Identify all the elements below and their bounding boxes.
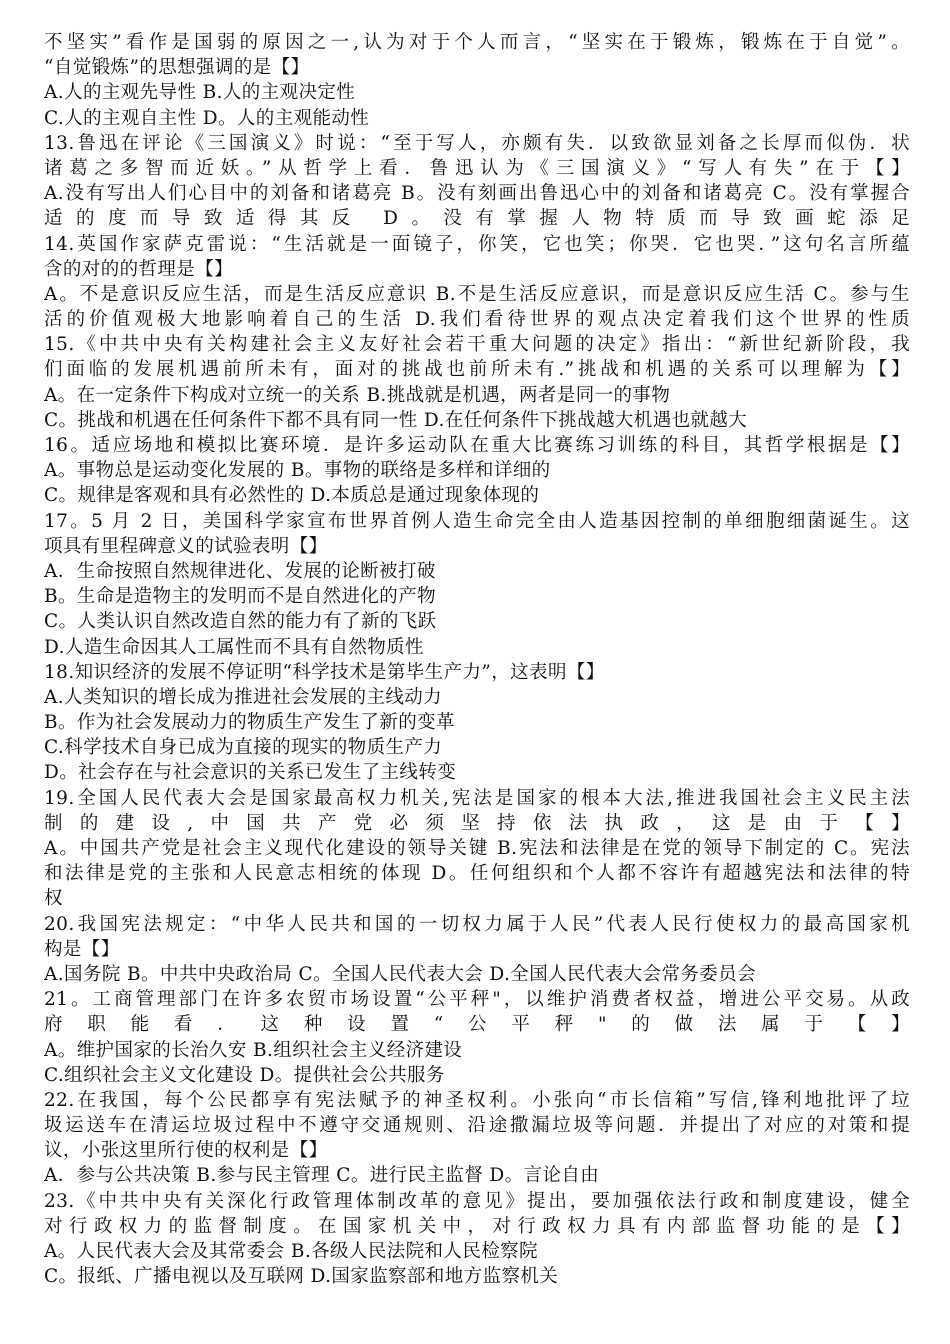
text-line: A。维护国家的长治久安 B.组织社会主义经济建设 <box>44 1039 463 1061</box>
text-line: “自觉锻炼”的思想强调的是【】 <box>44 57 310 79</box>
text-line: C。人类认识自然改造自然的能力有了新的飞跃 <box>44 611 437 633</box>
text-line: C.科学技术自身已成为直接的现实的物质生产力 <box>44 737 443 759</box>
text-line: 构是【】 <box>44 938 120 960</box>
text-line: 18.知识经济的发展不停证明“科学技术是第毕生产力”，这表明【】 <box>44 661 605 683</box>
text-line: 权 <box>44 888 63 910</box>
text-line: 含的对的的哲理是【】 <box>44 258 234 280</box>
text-line: 和法律是党的主张和人民意志相统的体现 D。任何组织和个人都不容许有超越宪法和法律的特 <box>44 863 910 885</box>
text-line: 不坚实”看作是国弱的原因之一,认为对于个人而言，“坚实在于锻炼，锻炼在于自觉”。 <box>44 32 910 53</box>
text-line: 13.鲁迅在评论《三国演义》时说：“至于写人，亦颇有失．以致欲显刘备之长厚而似伪．状 <box>44 132 910 154</box>
text-line: C.组织社会主义文化建设 D。提供社会公共服务 <box>44 1064 445 1086</box>
text-line: A。人民代表大会及其常委会 B.各级人民法院和人民检察院 <box>44 1241 538 1262</box>
text-line: A。在一定条件下构成对立统一的关系 B.挑战就是机遇，两者是同一的事物 <box>44 384 671 406</box>
text-line: 17。5 月 2 日，美国科学家宣布世界首例人造生命完全由人造基因控制的单细胞细菌诞生。这 <box>44 510 910 532</box>
text-line: 20.我国宪法规定：“中华人民共和国的一切权力属于人民”代表人民行使权力的最高国家机 <box>44 913 910 935</box>
text-line: D.人造生命因其人工属性而不具有自然物质性 <box>44 636 424 658</box>
text-line: 府职能看．这种设置“公平秤"的做法属于【】 <box>44 1014 910 1036</box>
text-line: 诸葛之多智而近妖。”从哲学上看．鲁迅认为《三国演义》“写人有失”在于【】 <box>44 157 910 179</box>
text-line: 22.在我国，每个公民都享有宪法赋予的神圣权利。小张向“市长信箱”写信,锋利地批评了垃 <box>44 1089 910 1111</box>
text-line: 19.全国人民代表大会是国家最高权力机关,宪法是国家的根本大法,推进我国社会主义民主法 <box>44 787 910 809</box>
text-line: 议，小张这里所行使的权利是【】 <box>44 1140 328 1162</box>
text-line: 23.《中共中央有关深化行政管理体制改革的意见》提出，要加强依法行政和制度建设，健全 <box>44 1190 910 1212</box>
text-line: 14.英国作家萨克雷说：“生活就是一面镜子，你笑，它也笑；你哭．它也哭．”这句名言所蕴 <box>44 233 910 255</box>
text-line: A.人类知识的增长成为推进社会发展的主线动力 <box>44 686 443 708</box>
text-line: A.国务院 B。中共中央政治局 C。全国人民代表大会 D.全国人民代表大会常务委员会 <box>44 963 756 985</box>
text-line: 圾运送车在清运垃圾过程中不遵守交通规则、沿途撒漏垃圾等问题．并提出了对应的对策和提 <box>44 1115 910 1137</box>
text-line: 们面临的发展机遇前所未有，面对的挑战也前所未有.”挑战和机遇的关系可以理解为【】 <box>44 359 910 381</box>
text-line: 适的度而导致适得其反 D。没有掌握人物特质而导致画蛇添足 <box>44 208 910 230</box>
text-line: B。作为社会发展动力的物质生产发生了新的变革 <box>44 712 455 734</box>
text-line: 活的价值观极大地影响着自己的生活 D.我们看待世界的观点决定着我们这个世界的性质 <box>44 309 910 331</box>
text-line: 对行政权力的监督制度。在国家机关中，对行政权力具有内部监督功能的是【】 <box>44 1215 910 1237</box>
text-line: 制的建设,中国共产党必须坚持依法执政，这是由于【】 <box>44 812 910 834</box>
text-line: A．参与公共决策 B.参与民主管理 C。进行民主监督 D。言论自由 <box>44 1165 600 1187</box>
text-line: C。规律是客观和具有必然性的 D.本质总是通过现象体现的 <box>44 485 540 507</box>
document-body <box>44 30 910 1289</box>
text-line: A.人的主观先导性 B.人的主观决定性 <box>44 82 356 104</box>
text-line: C。报纸、广播电视以及互联网 D.国家监察部和地方监察机关 <box>44 1266 559 1288</box>
text-line: 15.《中共中央有关构建社会主义友好社会若干重大问题的决定》指出：“新世纪新阶段，我 <box>44 334 910 356</box>
text-line: 16。适应场地和模拟比赛环境．是许多运动队在重大比赛练习训练的科目，其哲学根据是【】 <box>44 435 910 456</box>
text-line: A。事物总是运动变化发展的 B。事物的联络是多样和详细的 <box>44 460 551 482</box>
text-line: A.没有写出人们心目中的刘备和诸葛亮 B。没有刻画出鲁迅心中的刘备和诸葛亮 C。没有掌握合 <box>44 183 910 205</box>
text-line: B。生命是造物主的发明而不是自然进化的产物 <box>44 586 436 608</box>
text-line: A．生命按照自然规律进化、发展的论断被打破 <box>44 560 436 582</box>
text-line: D。社会存在与社会意识的关系已发生了主线转变 <box>44 762 457 784</box>
text-line: A。中国共产党是社会主义现代化建设的领导关键 B.宪法和法律是在党的领导下制定的 C。宪法 <box>44 838 910 859</box>
text-line: C.人的主观自主性 D。人的主观能动性 <box>44 107 370 129</box>
text-line: 项具有里程碑意义的试验表明【】 <box>44 535 328 557</box>
text-line: C。挑战和机遇在任何条件下都不具有同一性 D.在任何条件下挑战越大机遇也就越大 <box>44 409 748 431</box>
text-line: A。不是意识反应生活，而是生活反应意识 B.不是生活反应意识，而是意识反应生活 C。参与生 <box>44 283 910 305</box>
text-line: 21。工商管理部门在许多农贸市场设置“公平秤"，以维护消费者权益，增进公平交易。从政 <box>44 989 910 1011</box>
